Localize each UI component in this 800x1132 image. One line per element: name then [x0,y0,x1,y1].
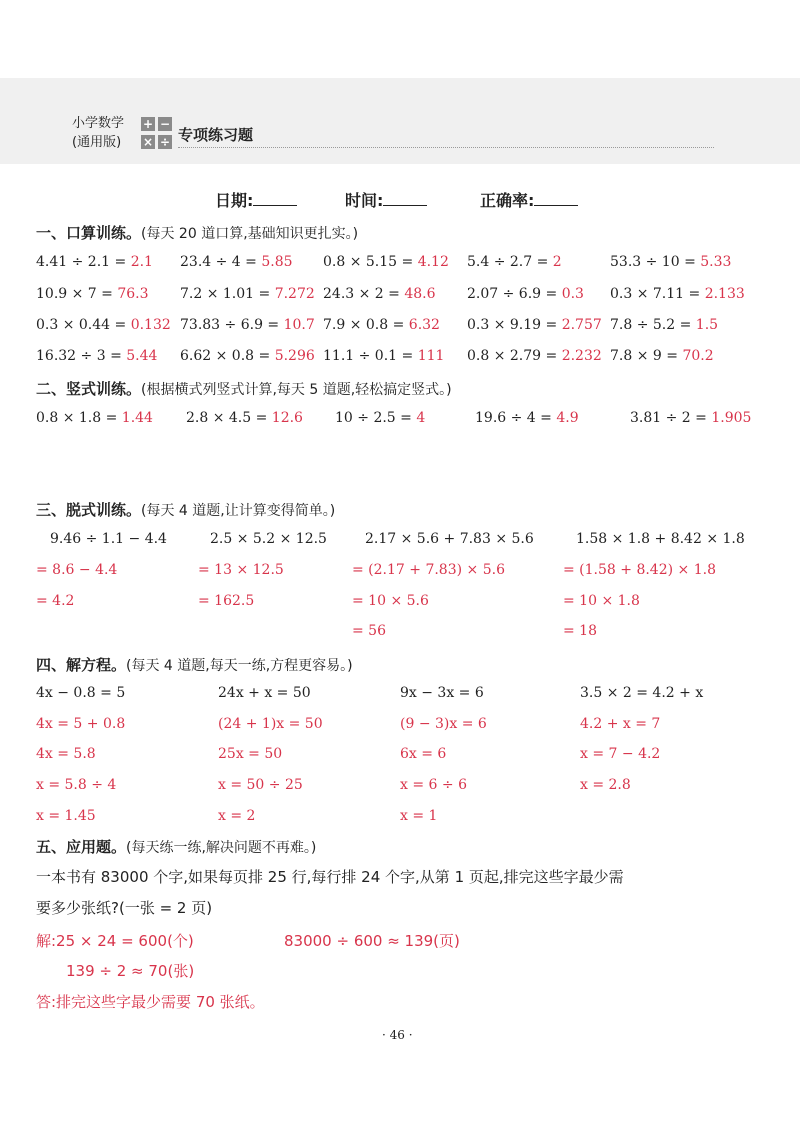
problem-text-line-1: 一本书有 83000 个字,如果每页排 25 行,每行排 24 个字,从第 1 页起,排完这些字最少需 [36,868,624,886]
equation-step: 4x = 5 + 0.8 [36,716,126,732]
simplify-question: 9.46 ÷ 1.1 − 4.4 [50,531,167,547]
equation-step: (9 − 3)x = 6 [400,716,487,732]
vertical-item: 10 ÷ 2.5 = 4 [335,410,426,426]
solution-step-3: 139 ÷ 2 ≈ 70(张) [66,962,195,980]
answer-line: 答:排完这些字最少需要 70 张纸。 [36,993,265,1011]
plus-icon: + [142,117,154,131]
simplify-step: = (2.17 + 7.83) × 5.6 [352,562,505,578]
oral-item: 0.8 × 2.79 = 2.232 [467,348,602,364]
simplify-step: = 10 × 1.8 [563,593,640,609]
section-4-note: (每天 4 道题,每天一练,方程更容易。) [126,658,353,674]
minus-icon: − [159,117,171,131]
oral-item: 16.32 ÷ 3 = 5.44 [36,348,158,364]
simplify-step: = 4.2 [36,593,75,609]
page-number: · 46 · [382,1028,413,1042]
oral-item: 23.4 ÷ 4 = 5.85 [180,254,293,270]
oral-item: 0.3 × 0.44 = 0.132 [36,317,171,333]
simplify-step: = 10 × 5.6 [352,593,429,609]
simplify-step: = 13 × 12.5 [198,562,284,578]
equation-step: x = 2.8 [580,777,631,793]
simplify-question: 2.17 × 5.6 + 7.83 × 5.6 [365,531,534,547]
section-2-title: 二、竖式训练。 [36,380,142,398]
equation-step: x = 1 [400,808,438,824]
simplify-step: = 18 [563,623,597,639]
oral-item: 73.83 ÷ 6.9 = 10.7 [180,317,315,333]
equation-step: x = 50 ÷ 25 [218,777,303,793]
date-blank [253,189,297,206]
section-4-heading [36,654,353,675]
oral-item: 0.3 × 9.19 = 2.757 [467,317,602,333]
time-label: 时间: [345,191,384,210]
equation-step: x = 7 − 4.2 [580,746,661,762]
oral-item: 53.3 ÷ 10 = 5.33 [610,254,732,270]
simplify-step: = 162.5 [198,593,255,609]
equation-step: 4.2 + x = 7 [580,716,661,732]
solution-step-2: 83000 ÷ 600 ≈ 139(页) [284,932,460,950]
oral-item: 11.1 ÷ 0.1 = 111 [323,348,445,364]
section-1-heading [36,222,358,243]
equation-question: 4x − 0.8 = 5 [36,685,126,701]
date-label: 日期: [215,191,254,210]
equation-step: 6x = 6 [400,746,447,762]
problem-text-line-2: 要多少张纸?(一张 = 2 页) [36,899,213,917]
oral-item: 7.2 × 1.01 = 7.272 [180,286,315,302]
solution-step-1: 解:25 × 24 = 600(个) [36,932,194,950]
time-blank [383,189,427,206]
oral-item: 10.9 × 7 = 76.3 [36,286,149,302]
equation-step: 4x = 5.8 [36,746,96,762]
section-1-note: (每天 20 道口算,基础知识更扎实。) [141,226,359,242]
times-icon: × [142,135,154,149]
section-5-heading [36,836,316,857]
simplify-step: = 8.6 − 4.4 [36,562,118,578]
oral-item: 24.3 × 2 = 48.6 [323,286,436,302]
date-field [215,188,297,211]
vertical-item: 3.81 ÷ 2 = 1.905 [630,410,752,426]
operator-icons [141,117,173,151]
time-field [345,188,427,211]
oral-item: 6.62 × 0.8 = 5.296 [180,348,315,364]
oral-item: 4.41 ÷ 2.1 = 2.1 [36,254,153,270]
section-2-heading [36,378,452,399]
vertical-item: 0.8 × 1.8 = 1.44 [36,410,153,426]
accuracy-blank [534,189,578,206]
simplify-question: 2.5 × 5.2 × 12.5 [210,531,327,547]
header-divider [178,147,714,148]
equation-step: x = 2 [218,808,256,824]
section-2-note: (根据横式列竖式计算,每天 5 道题,轻松搞定竖式。) [141,382,452,398]
accuracy-label: 正确率: [480,191,535,210]
section-3-note: (每天 4 道题,让计算变得简单。) [141,503,336,519]
section-3-title: 三、脱式训练。 [36,501,142,519]
equation-step: x = 5.8 ÷ 4 [36,777,117,793]
oral-item: 2.07 ÷ 6.9 = 0.3 [467,286,584,302]
header-title: 专项练习题 [178,126,254,144]
section-5-note: (每天练一练,解决问题不再难。) [126,840,317,856]
oral-item: 7.8 ÷ 5.2 = 1.5 [610,317,719,333]
section-3-heading [36,499,335,520]
equation-step: x = 1.45 [36,808,96,824]
vertical-item: 19.6 ÷ 4 = 4.9 [475,410,579,426]
equation-question: 9x − 3x = 6 [400,685,484,701]
oral-item: 7.8 × 9 = 70.2 [610,348,714,364]
header-edition: (通用版) [72,135,122,150]
simplify-step: = (1.58 + 8.42) × 1.8 [563,562,716,578]
section-4-title: 四、解方程。 [36,656,127,674]
section-1-title: 一、口算训练。 [36,224,142,242]
section-5-title: 五、应用题。 [36,838,127,856]
simplify-question: 1.58 × 1.8 + 8.42 × 1.8 [576,531,745,547]
header-subject: 小学数学 [72,116,125,131]
equation-question: 24x + x = 50 [218,685,311,701]
simplify-step: = 56 [352,623,386,639]
oral-item: 5.4 ÷ 2.7 = 2 [467,254,562,270]
oral-item: 0.3 × 7.11 = 2.133 [610,286,745,302]
equation-step: (24 + 1)x = 50 [218,716,323,732]
oral-item: 7.9 × 0.8 = 6.32 [323,317,440,333]
equation-step: x = 6 ÷ 6 [400,777,467,793]
oral-item: 0.8 × 5.15 = 4.12 [323,254,449,270]
equation-step: 25x = 50 [218,746,283,762]
equation-question: 3.5 × 2 = 4.2 + x [580,685,704,701]
vertical-item: 2.8 × 4.5 = 12.6 [186,410,303,426]
accuracy-field [480,188,578,211]
divide-icon: ÷ [159,135,171,149]
